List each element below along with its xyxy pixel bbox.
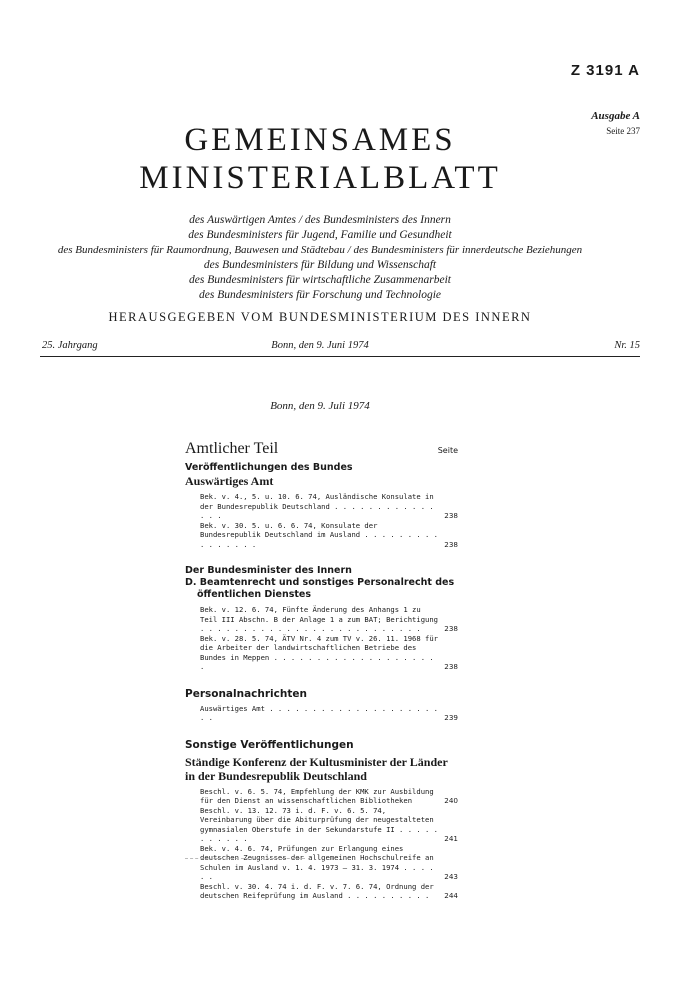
toc-entry[interactable]: Beschl. v. 30. 4. 74 i. d. F. v. 7. 6. 74, Ordnung der deutschen Reifeprüfung im Ausland . . . . . . . . . . 244 [200,881,458,900]
toc-heading: Ständige Konferenz der Kultusminister der Länder in der Bundesrepublik Deutschland [185,754,448,783]
publisher-line: des Bundesministers für Raumordnung, Bauwesen und Städtebau / des Bundesministers für innerdeutsche Beziehungen [57,244,583,256]
document-code: Z 3191 A [570,62,640,79]
table-of-contents [185,440,458,901]
toc-page-number: 238 [444,539,458,549]
toc-page-number: 238 [444,662,458,671]
toc-page-number: 238 [444,511,458,520]
publisher-line: des Bundesministers für wirtschaftliche Zusammenarbeit [189,274,451,286]
edition-label: Ausgabe A [591,110,640,122]
header-rule [40,356,640,357]
toc-heading: Personalnachrichten [185,687,307,700]
publisher-line: des Bundesministers für Forschung und Technologie [198,289,442,301]
masthead-line-2: MINISTERIALBLATT [139,160,501,196]
toc-entry[interactable]: Bek. v. 30. 5. u. 6. 6. 74, Konsulate der Bundesrepublik Deutschland im Ausland . . . . . . . . . . . . . . . . 238 [200,520,458,549]
toc-heading: Veröffentlichungen des Bundes [185,462,353,473]
toc-page-number: 243 [444,872,458,881]
publisher-statement: HERAUSGEGEBEN VOM BUNDESMINISTERIUM DES INNERN [108,310,532,324]
toc-entry[interactable]: Beschl. v. 6. 5. 74, Empfehlung der KMK zur Ausbildung für den Dienst an wissenschaftlichen Bibliotheken 240 [200,786,458,805]
toc-entry[interactable]: Bek. v. 4. 6. 74, Prüfungen zur Erlangung eines deutschen Zeugnisses der allgemeinen Hochschulreife an Schulen im Ausland v. 1. 4. 1973 — 31. 3. 1974 . . . . . . 243 [200,843,458,881]
page-number: Seite 237 [606,126,640,136]
publisher-line: des Bundesministers für Jugend, Familie und Gesundheit [188,229,452,241]
issue-number: Nr. 15 [614,340,640,351]
toc-page-number: 244 [444,891,458,900]
issue-date: Bonn, den 9. Juli 1974 [270,400,370,412]
toc-heading: Auswärtiges Amt [185,474,274,488]
publisher-line: des Bundesministers für Bildung und Wissenschaft [203,259,437,271]
continuation-marks [185,858,305,859]
page-column-label: Seite [437,446,458,455]
toc-page-number: 239 [444,713,458,722]
issue-date-header: Bonn, den 9. Juni 1974 [271,340,369,351]
toc-entry[interactable]: Bek. v. 28. 5. 74, ÄTV Nr. 4 zum TV v. 26. 11. 1968 für die Arbeiter der landwirtschaftlichen Betriebe des Bundes in Meppen . . . . . . . . . . . . . . . . . . . . 238 [200,633,458,671]
toc-page-number: 241 [444,834,458,843]
toc-heading: Der Bundesminister des Innern [185,565,352,576]
toc-entry[interactable]: Auswärtiges Amt . . . . . . . . . . . . . . . . . . . . . . 239 [200,703,458,722]
volume-label: 25. Jahrgang [42,340,98,351]
toc-entry[interactable]: Bek. v. 4., 5. u. 10. 6. 74, Ausländische Konsulate in der Bundesrepublik Deutschland . . . . . . . . . . . . . . . 238 [200,492,458,520]
publisher-line: des Auswärtigen Amtes / des Bundesministers des Innern [189,214,451,226]
masthead-line-1: GEMEINSAMES [184,122,456,158]
toc-entry[interactable]: Bek. v. 12. 6. 74, Fünfte Änderung des Anhangs 1 zu Teil III Abschn. B der Anlage 1 a zum BAT; Berichtigung . . . . . . . . . . . . . . . . . . . . . . . . . . 238 [200,605,458,633]
toc-page-number: 238 [444,624,458,633]
toc-entry[interactable]: Beschl. v. 13. 12. 73 i. d. F. v. 6. 5. 74, Vereinbarung über die Abiturprüfung der neugestalteten gymnasialen Oberstufe in der Sekundarstufe II . . . . . . . . . . . 241 [200,805,458,843]
toc-page-number: 240 [444,796,458,805]
toc-subheading: D. Beamtenrecht und sonstiges Personalrecht des öffentlichen Dienstes [185,577,455,600]
section-title: Amtlicher Teil [185,440,279,457]
toc-heading: Sonstige Veröffentlichungen [185,738,354,751]
